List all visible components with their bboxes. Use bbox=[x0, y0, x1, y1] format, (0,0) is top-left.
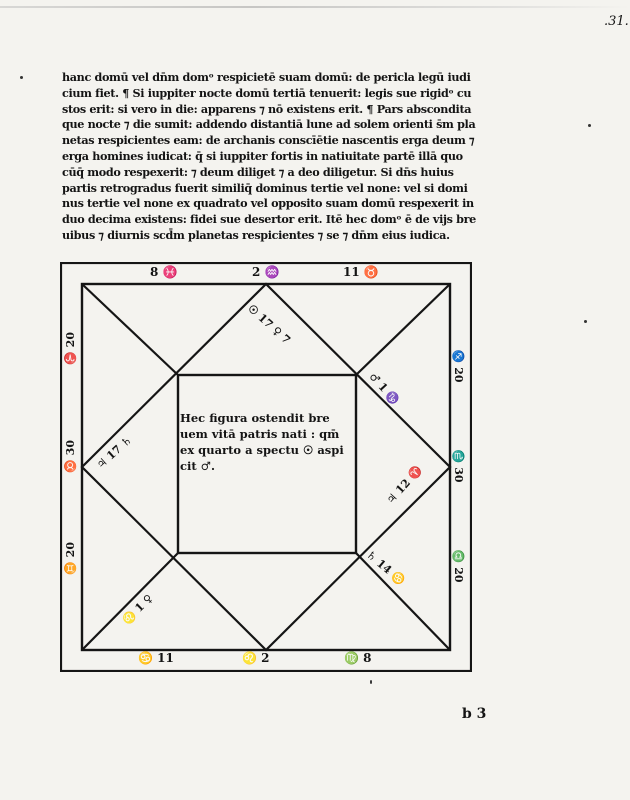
chart-center-note bbox=[180, 410, 358, 474]
text-line: netas respicientes eam: de archanis conscīētie nascentis erga deum ⁊ bbox=[62, 133, 475, 148]
text-line: erga homines iudicat: q̄ si iuppiter fortis in natiuitate partē illā quo bbox=[62, 148, 463, 163]
house-11-planets: ♂ 1 ♑ bbox=[366, 370, 403, 408]
signature-mark: b 3 bbox=[462, 706, 487, 722]
cusp-left-middle: ♉ 30 bbox=[64, 440, 77, 473]
text-line: cūq̄ modo respexerit: ⁊ deum diliget ⁊ a deo diligetur. Si dn̄s huius bbox=[62, 164, 454, 179]
center-line: uem vitā patris nati : qm̄ bbox=[180, 427, 340, 441]
cusp-top-right: 11 ♉ bbox=[343, 265, 379, 279]
horoscope-chart bbox=[60, 262, 472, 672]
ink-speck bbox=[20, 76, 23, 79]
page-top-edge bbox=[0, 6, 630, 8]
text-line: nus tertie vel none ex quadrato vel opposito suam domū respexerit in bbox=[62, 196, 474, 211]
text-line: stos erit: si vero in die: apparens ⁊ nō existens erit. ¶ Pars abscondita bbox=[62, 101, 472, 116]
center-line: ex quarto a spectu ☉ aspi bbox=[180, 443, 344, 457]
text-line: cium fiet. ¶ Si iuppiter nocte domū tertiā tenuerit: legis sue rigidᵒ cu bbox=[62, 85, 472, 100]
body-text bbox=[62, 70, 502, 244]
cusp-left-upper: ♈ 20 bbox=[64, 332, 77, 365]
cusp-right-lower: ♎ 20 bbox=[452, 550, 465, 583]
house-8-planets: ♃ 12 ♈ bbox=[384, 463, 425, 507]
corner-diagonal-bl bbox=[82, 553, 178, 650]
text-line: que nocte ⁊ die sumit: addendo distantiā lune ad solem orienti s̄m pla bbox=[62, 117, 476, 132]
cusp-right-middle: ♏ 30 bbox=[452, 450, 465, 483]
center-line: cit ♂. bbox=[180, 459, 215, 473]
ink-speck bbox=[370, 680, 372, 684]
cusp-bottom-center: ♌ 2 bbox=[242, 651, 270, 665]
cusp-left-lower: ♊ 20 bbox=[64, 542, 77, 575]
cusp-bottom-right: ♍ 8 bbox=[344, 651, 372, 665]
house-7-planets: ♄ 14 ♋ bbox=[363, 548, 408, 588]
cusp-top-center: 2 ♒ bbox=[252, 265, 280, 279]
corner-diagonal-tr bbox=[356, 284, 450, 375]
cusp-bottom-left: ♋ 11 bbox=[138, 651, 174, 665]
house-10-planets: ☉ 17 ♀ 7 bbox=[245, 302, 293, 347]
house-4-planets: ♌ 1 ♀ bbox=[120, 591, 156, 628]
center-line: Hec figura ostendit bre bbox=[180, 411, 330, 425]
folio-number: .31. bbox=[604, 14, 629, 29]
text-line: uibus ⁊ diurnis scd̄m planetas respicientes ⁊ se ⁊ dn̄m eius iudica. bbox=[62, 227, 450, 242]
house-2-planets: ♃ 17 ♄ bbox=[94, 433, 135, 472]
text-line: duo decima existens: fidei sue desertor erit. Itē hec domᵒ ē de vijs bre bbox=[62, 212, 476, 227]
cusp-right-upper: ♐ 20 bbox=[452, 350, 465, 383]
cusp-top-left: 8 ♓ bbox=[150, 265, 178, 279]
ink-speck bbox=[588, 124, 591, 127]
ink-speck bbox=[584, 320, 587, 323]
text-line: partis retrogradus fuerit similiq̄ dominus tertie vel none: vel si domi bbox=[62, 180, 468, 195]
corner-diagonal-tl bbox=[82, 284, 178, 375]
text-line: hanc domū vel dn̄m domᵒ respicietē suam domū: de pericla legū iudi bbox=[62, 70, 471, 84]
corner-diagonal-br bbox=[356, 553, 450, 650]
